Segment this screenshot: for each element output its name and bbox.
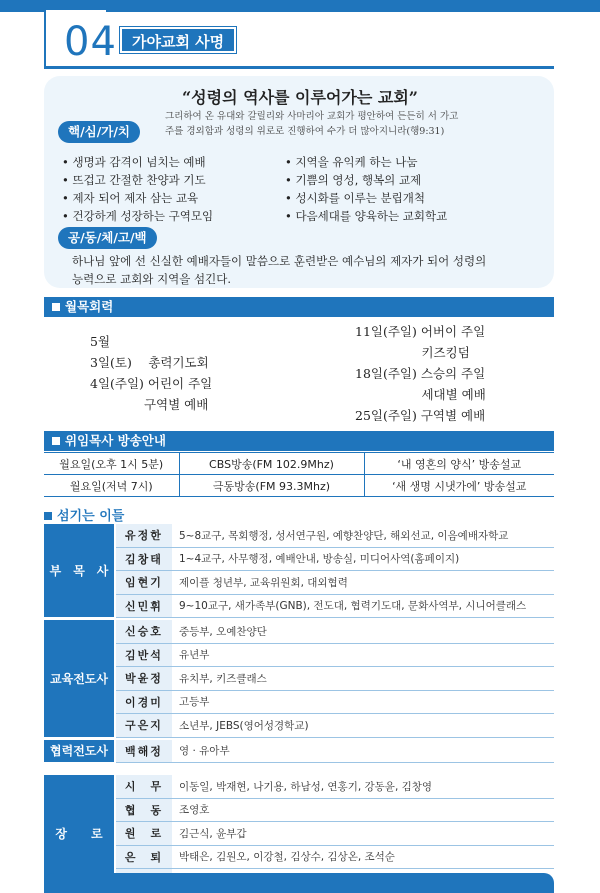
staff-duty: 1~4교구, 사무행정, 예배안내, 방송실, 미디어사역(홈페이지): [179, 553, 460, 566]
schedule-item: 4일(주일) 어린이 주일: [90, 376, 213, 391]
staff-duty: 9~10교구, 새가족부(GNB), 전도대, 협력기도대, 문화사역부, 시니어클래스: [179, 600, 527, 613]
staff-section-title: [44, 505, 124, 524]
staff-duty: 제이플 청년부, 교육위원회, 대외협력: [179, 576, 348, 589]
square-bullet-icon: [44, 512, 52, 520]
schedule-item: 5월: [90, 334, 111, 349]
square-bullet-icon: [52, 303, 60, 311]
bible-verse: [165, 109, 458, 139]
staff-duty: 영 · 유아부: [179, 745, 230, 758]
table-row: [44, 475, 554, 497]
staff-duty: 유치부, 키즈클래스: [179, 672, 267, 685]
confession-line: 능력으로 교회와 지역을 섬긴다.: [72, 272, 232, 286]
broadcast-station: CBS방송(FM 102.9Mhz): [179, 453, 364, 475]
core-value: • 뜨겁고 간절한 찬양과 기도: [62, 171, 213, 189]
schedule-item: 11일(주일) 어버이 주일: [355, 324, 486, 339]
staff-name: 시 무: [116, 775, 172, 798]
staff-duty: 이동일, 박재현, 나기용, 하남성, 연홍기, 강동윤, 김창영: [179, 780, 433, 793]
header-divider: [44, 66, 554, 69]
staff-name: 박윤정: [116, 667, 172, 690]
row-divider: [116, 617, 554, 618]
broadcast-section-header: [44, 431, 554, 451]
staff-name: 이경미: [116, 691, 172, 714]
staff-duty: 조영호: [179, 804, 210, 817]
section-number: 04: [64, 19, 117, 65]
staff-group-label: 협력전도사: [44, 740, 114, 763]
schedule-right: [355, 321, 486, 426]
staff-duty: 유년부: [179, 649, 210, 662]
staff-name: 김반석: [116, 644, 172, 667]
staff-name: 백해정: [116, 740, 172, 763]
staff-name: 임현기: [116, 571, 172, 594]
monthly-section-header: [44, 297, 554, 317]
staff-duty: 5~8교구, 목회행정, 성서연구원, 예향찬양단, 해외선교, 이음예배자학교: [179, 529, 509, 542]
monthly-title: 월목회력: [65, 299, 114, 314]
table-row: [44, 453, 554, 475]
core-values-label: 핵/심/가/치: [58, 121, 140, 143]
row-divider: [116, 737, 554, 738]
staff-name: 협 동: [116, 799, 172, 822]
staff-duty: 박태은, 김원오, 이강철, 김상수, 김상온, 조석순: [179, 851, 395, 864]
staff-group-label: 부 목 사: [44, 524, 114, 617]
core-value: • 제자 되어 제자 삼는 교육: [62, 189, 213, 207]
staff-group-label: 교육전도사: [44, 620, 114, 737]
core-value: • 생명과 감격이 넘치는 예배: [62, 153, 213, 171]
schedule-item: 18일(주일) 스승의 주일: [355, 366, 486, 381]
broadcast-station: 극동방송(FM 93.3Mhz): [179, 475, 364, 497]
vision-title: “성령의 역사를 이루어가는 교회”: [181, 88, 419, 107]
section-title: 가야교회 사명: [120, 27, 236, 53]
confession-line: 하나님 앞에 선 신실한 예배자들이 말씀으로 훈련받은 예수님의 제자가 되어 성령의: [72, 254, 487, 268]
staff-name: 신민휘: [116, 595, 172, 618]
verse-line: 주를 경외함과 성령의 위로로 진행하여 수가 더 많아지니라(행9:31): [165, 126, 445, 137]
staff-duty: 김근식, 윤부갑: [179, 827, 247, 840]
core-value: • 지역을 유익케 하는 나눔: [285, 153, 447, 171]
broadcast-table: [44, 452, 554, 497]
community-confession-label: 공/동/체/고/백: [58, 227, 157, 249]
staff-duty: 고등부: [179, 696, 210, 709]
broadcast-title: 위임목사 방송안내: [65, 433, 166, 448]
core-value: • 기쁨의 영성, 행복의 교제: [285, 171, 447, 189]
broadcast-time: 월요일(저녁 7시): [44, 475, 179, 497]
staff-name: 구은지: [116, 714, 172, 737]
staff-duty: 중등부, 오예찬양단: [179, 625, 267, 638]
staff-title-text: 섬기는 이들: [57, 509, 125, 524]
core-values-left: [62, 153, 213, 225]
bottom-accent-bar: [44, 873, 554, 893]
verse-line: 그리하여 온 유대와 갈릴리와 사마리아 교회가 평안하여 든든히 서 가고: [165, 111, 459, 122]
broadcast-program: ‘내 영혼의 양식’ 방송설교: [364, 453, 554, 475]
schedule-item: 3일(토) 총력기도회: [90, 355, 209, 370]
schedule-item: 구역별 예배: [90, 397, 209, 412]
staff-name: 원 로: [116, 822, 172, 845]
broadcast-program: ‘새 생명 시냇가에’ 방송설교: [364, 475, 554, 497]
schedule-item: 세대별 예배: [355, 387, 486, 402]
core-values-right: [285, 153, 447, 225]
broadcast-time: 월요일(오후 1시 5분): [44, 453, 179, 475]
core-value: • 건강하게 성장하는 구역모임: [62, 207, 213, 225]
staff-group-label: 장 로: [44, 775, 114, 892]
staff-name: 신승호: [116, 620, 172, 643]
staff-name: 은 퇴: [116, 846, 172, 869]
community-confession-text: [72, 252, 532, 288]
staff-name: 김창태: [116, 548, 172, 571]
square-bullet-icon: [52, 437, 60, 445]
core-value: • 다음세대를 양육하는 교회학교: [285, 207, 447, 225]
schedule-left: [90, 331, 212, 415]
row-divider: [116, 762, 554, 763]
core-value: • 성시화를 이루는 분립개척: [285, 189, 447, 207]
staff-name: 유정한: [116, 524, 172, 547]
staff-duty: 소년부, JEBS(영어성경학교): [179, 719, 309, 732]
schedule-item: 키즈킹덤: [355, 345, 470, 360]
schedule-item: 25일(주일) 구역별 예배: [355, 408, 486, 423]
